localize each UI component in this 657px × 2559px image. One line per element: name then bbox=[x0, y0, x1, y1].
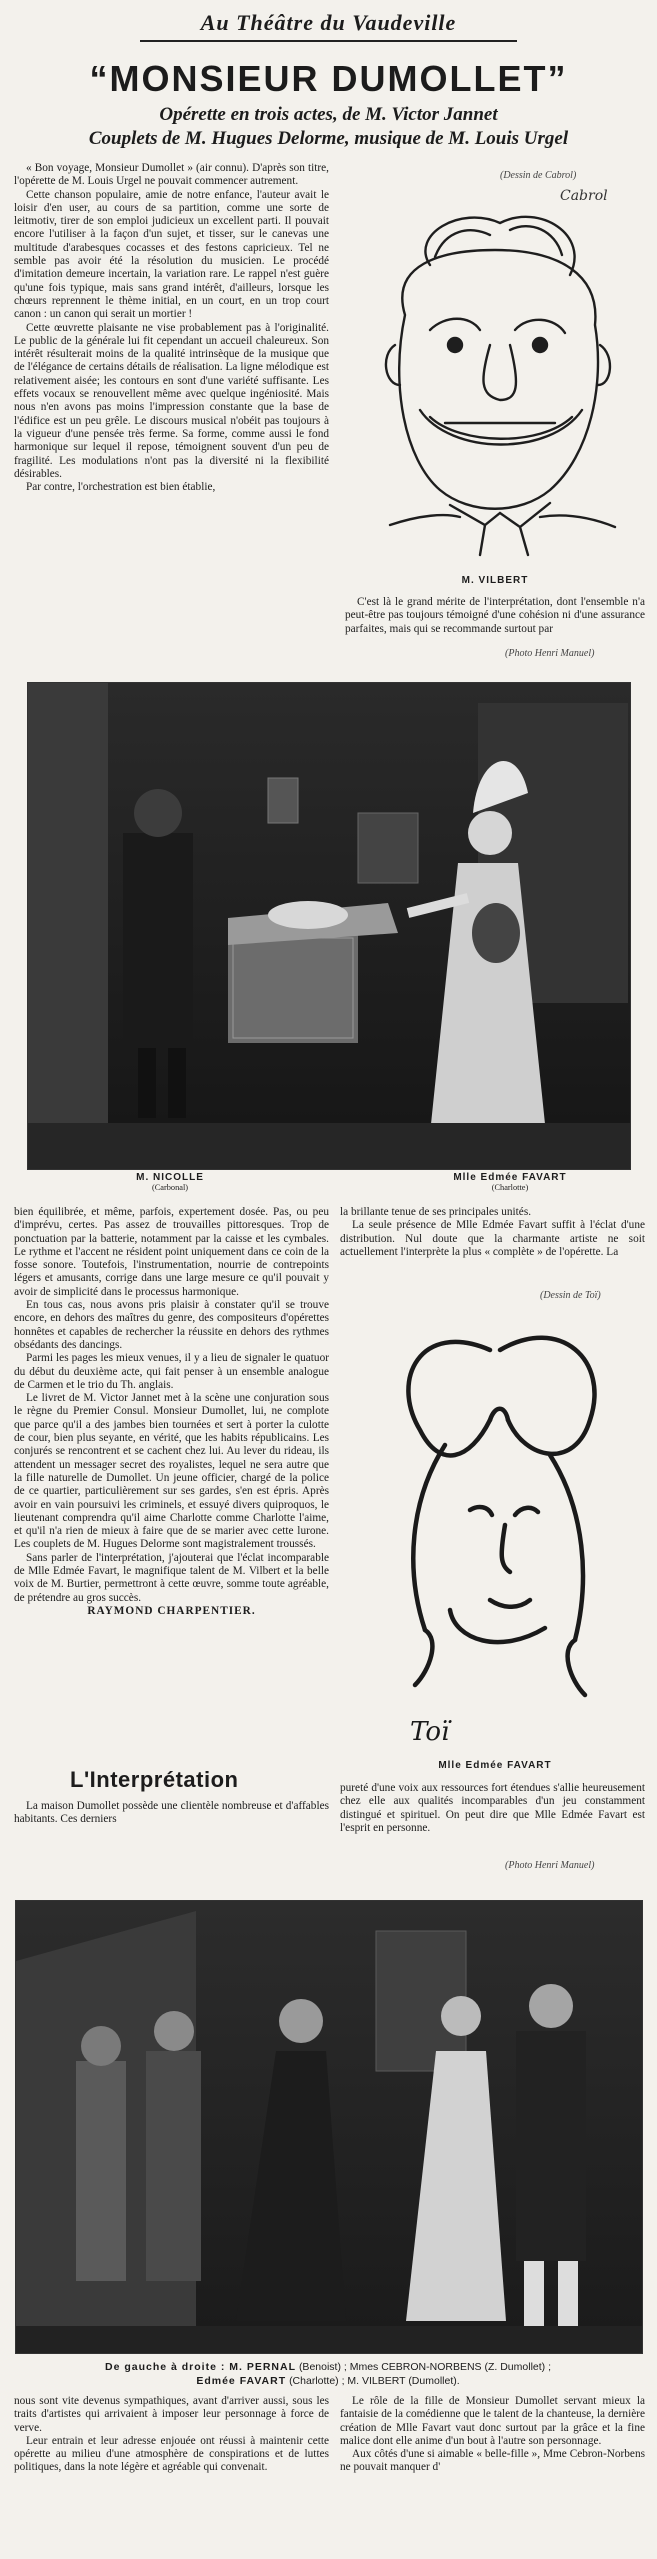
article-column-lower-right bbox=[340, 1782, 645, 1850]
article-column-middle-left bbox=[14, 1206, 329, 1754]
article-column-top-left bbox=[14, 162, 329, 642]
article-column-middle-right bbox=[340, 1206, 645, 1286]
paragraph: La seule présence de Mlle Edmée Favart suffit à l'éclat d'une distribution. Nul doute que la charmante artiste ne soit actuellement l'interprète la plus « complète » de l'opérette. La bbox=[340, 1219, 645, 1258]
caption-line-1 bbox=[15, 2360, 641, 2374]
caption-part: Edmée FAVART bbox=[196, 2375, 287, 2387]
header-rule bbox=[140, 40, 517, 42]
paragraph: bien équilibrée, et même, parfois, expertement dosée. Pas, ou peu d'imprévu, certes. Pas assez de trouvailles pittoresques. Trop de ponctuation par la batterie, notamment par la caisse et les cymbales. Le rythme et l'accent ne résident point uniquement dans ce coin de la fosse sonore. Toutefois, l'instrumentation, nourrie de contrepoints légers et amusants, corrige dans une large mesure ce qu'il pouvait y avoir de simplicité dans le processus harmonique. bbox=[14, 1206, 329, 1298]
paragraph: Parmi les pages les mieux venues, il y a lieu de signaler le quatuor du début du deuxième acte, qui fait penser à un ensemble analogue de Carmen et le trio du Th. anglais. bbox=[14, 1352, 329, 1391]
paragraph: Cette œuvrette plaisante ne vise probablement pas à l'originalité. Le public de la générale lui fit cependant un accueil chaleureux. Son intérêt résulterait moins de la qualité intrinsèque de la musique que de l'élégance de certains détails de réalisation. La ligne mélodique est relativement aisée; les contours en sont d'une variété suffisante. Les effets vocaux se renouvellent même avec quelque ingéniosité. Mais nous n'en avons pas moins l'impression constante que la base de l'édifice est un peu grêle. Le discours musical n'obéit pas toujours à la vigueur d'une pensée très ferme. Sa forme, comme aussi le fond harmonique sur lequel il repose, témoignent souvent d'un peu de fragilité. Les modulations n'ont pas la diversité ni la flexibilité désirables. bbox=[14, 321, 329, 480]
article-column-top-right bbox=[345, 596, 645, 642]
caricature-drawing bbox=[350, 195, 640, 565]
photo-credit: (Photo Henri Manuel) bbox=[505, 648, 595, 659]
group-photo-caption bbox=[15, 2360, 641, 2388]
sketch-drawing bbox=[350, 1310, 640, 1760]
caption-line-2 bbox=[15, 2374, 641, 2388]
paragraph: la brillante tenue de ses principales unités. bbox=[340, 1206, 532, 1218]
article-subtitle: Opérette en trois actes, de M. Victor Jannet bbox=[159, 104, 498, 125]
stage-photo-1 bbox=[28, 683, 630, 1169]
paragraph: nous sont vite devenus sympathiques, avant d'arriver aussi, sous les traits d'artistes qui arrivaient à imposer leur personnage à force de verve. bbox=[14, 2395, 329, 2434]
photo-credit-2: (Photo Henri Manuel) bbox=[505, 1860, 595, 1871]
caption-favart-1-role: (Charlotte) bbox=[491, 1183, 529, 1192]
paragraph: pureté d'une voix aux ressources fort étendues s'allie heureusement chez elle aux qualités incomparables d'un jeu constamment distingué et spirituel. On peut dire que Mlle Edmée Favart est l'esprit en personne. bbox=[340, 1782, 645, 1834]
paragraph: Cette chanson populaire, amie de notre enfance, l'auteur avait le loisir d'en user, au cours de sa partition, comme une sorte de leitmotiv, tirer de son emploi judicieux un excellent parti. Il pouvait encore l'utiliser à la façon d'un sujet, et tisser, sur le canevas une multitude d'arabesques cocasses et des festons capricieux. Tel ne semble pas avoir été la résolution du musicien. Le procédé d'imitation demeure incertain, la variation rare. Le rappel n'est guère qu'une fois typique, mais sans grand intérêt, d'ailleurs, lorsque les chœurs reprennent le thème initial, en un court, en un trop court canon : un canon qui serait un mortier ! bbox=[14, 188, 329, 321]
caption-favart-1-name: Mlle Edmée FAVART bbox=[453, 1172, 567, 1183]
artist-signature: Cabrol bbox=[560, 188, 608, 204]
drawing-credit: (Dessin de Cabrol) bbox=[500, 170, 577, 181]
paragraph: Le rôle de la fille de Monsieur Dumollet servant mieux la fantaisie de la comédienne que le talent de la chanteuse, la dernière création de Mlle Favart vaut donc surtout par la grâce et la fine malice dont elle anime d'un bout à l'autre son personnage. bbox=[340, 2395, 645, 2447]
caption-nicolle-name: M. NICOLLE bbox=[136, 1172, 204, 1183]
caption-vilbert: M. VILBERT bbox=[461, 575, 529, 586]
caption-nicolle bbox=[95, 1172, 245, 1192]
paragraph: « Bon voyage, Monsieur Dumollet » (air connu). D'après son titre, l'opérette de M. Louis Urgel ne pouvait commencer autrement. bbox=[14, 162, 329, 188]
article-column-bottom-right bbox=[340, 2395, 645, 2553]
caption-part: (Charlotte) ; M. VILBERT bbox=[289, 2375, 406, 2387]
paragraph: En tous cas, nous avons pris plaisir à constater qu'il se trouve encore, en dehors des maîtres du genre, des compositeurs d'opérettes honnêtes et capables de rechercher la réussite en dehors des rythmes obsédants des dancings. bbox=[14, 1299, 329, 1351]
article-subtitle-2: Couplets de M. Hugues Delorme, musique de M. Louis Urgel bbox=[88, 128, 569, 149]
paragraph: Aux côtés d'une si aimable « belle-fille », Mme Cebron-Norbens ne pouvait manquer d' bbox=[340, 2448, 645, 2474]
sketch-favart bbox=[350, 1310, 640, 1760]
paragraph: Sans parler de l'interprétation, j'ajouterai que l'éclat incomparable de Mlle Edmée Favart, le magnifique talent de M. Vilbert et la belle voix de M. Burtier, permettront à cette œuvre, somme toute agréable, de prétendre au gros succès. bbox=[14, 1551, 329, 1604]
paragraph: Par contre, l'orchestration est bien établie, bbox=[26, 481, 216, 494]
interpretation-intro bbox=[14, 1800, 329, 1866]
caption-part: De gauche à droite : M. PERNAL bbox=[104, 2361, 297, 2373]
caption-part: (Benoist) ; Mmes CEBRON-NORBENS bbox=[298, 2361, 482, 2373]
section-heading-interpretation: L'Interprétation bbox=[70, 1767, 239, 1792]
caricature-vilbert bbox=[350, 195, 640, 565]
paragraph: C'est là le grand mérite de l'interprétation, dont l'ensemble n'a peut-être pas toujours témoigné d'une cohésion ni d'une assurance parfaites, mais qui se recommande surtout par bbox=[345, 596, 645, 635]
caption-favart-1 bbox=[410, 1172, 610, 1192]
article-column-bottom-left bbox=[14, 2395, 329, 2553]
paragraph: Leur entrain et leur adresse enjouée ont réussi à maintenir cette opérette au milieu d'une atmosphère de conspirations et de luttes politiques, dans la note légère et agréable qui convenait. bbox=[14, 2434, 329, 2474]
photo-stage-scene-2 bbox=[15, 1900, 643, 2354]
caption-nicolle-role: (Carbonal) bbox=[151, 1183, 189, 1192]
paragraph: Le livret de M. Victor Jannet met à la scène une conjuration sous le règne du Premier Consul. Monsieur Dumollet, lui, ne complote que parce qu'il a des jambes bien tournées et sert à porter la culotte de cour, bien plus seyante, en vérité, que les habits républicains. Les conjurés se rencontrent et se cachent chez lui. Au lever du rideau, ils attendent un messager secret des royalistes, lequel ne sera autre que la fille naturelle de Dumollet. Un jeune officier, chargé de la police de ce quartier, particulièrement sur ses gardes, s'en est épris. Après avoir en vain poursuivi les criminels, et essuyé divers quiproquos, le lieutenant comprendra qu'il aime Charlotte comme Charlotte l'aime, et qu'il n'a rien de mieux à faire que de se marier avec cette lurone. Les couplets de M. Hugues Delorme sont magistralement troussés. bbox=[14, 1392, 329, 1551]
paragraph: La maison Dumollet possède une clientèle nombreuse et d'affables habitants. Ces derniers bbox=[14, 1800, 329, 1826]
caption-part: (Dumollet). bbox=[408, 2375, 460, 2387]
caption-favart-2: Mlle Edmée FAVART bbox=[438, 1760, 552, 1771]
photo-stage-scene-1 bbox=[27, 682, 631, 1170]
article-title: “MONSIEUR DUMOLLET” bbox=[89, 58, 568, 99]
caption-part: (Z. Dumollet) ; bbox=[484, 2361, 551, 2373]
stage-photo-2 bbox=[16, 1901, 642, 2353]
author-signature: RAYMOND CHARPENTIER. bbox=[87, 1604, 256, 1617]
sketch-signature: Toï bbox=[410, 1717, 450, 1747]
drawing-credit-2: (Dessin de Toï) bbox=[540, 1290, 601, 1301]
kicker: Au Théâtre du Vaudeville bbox=[200, 10, 457, 35]
